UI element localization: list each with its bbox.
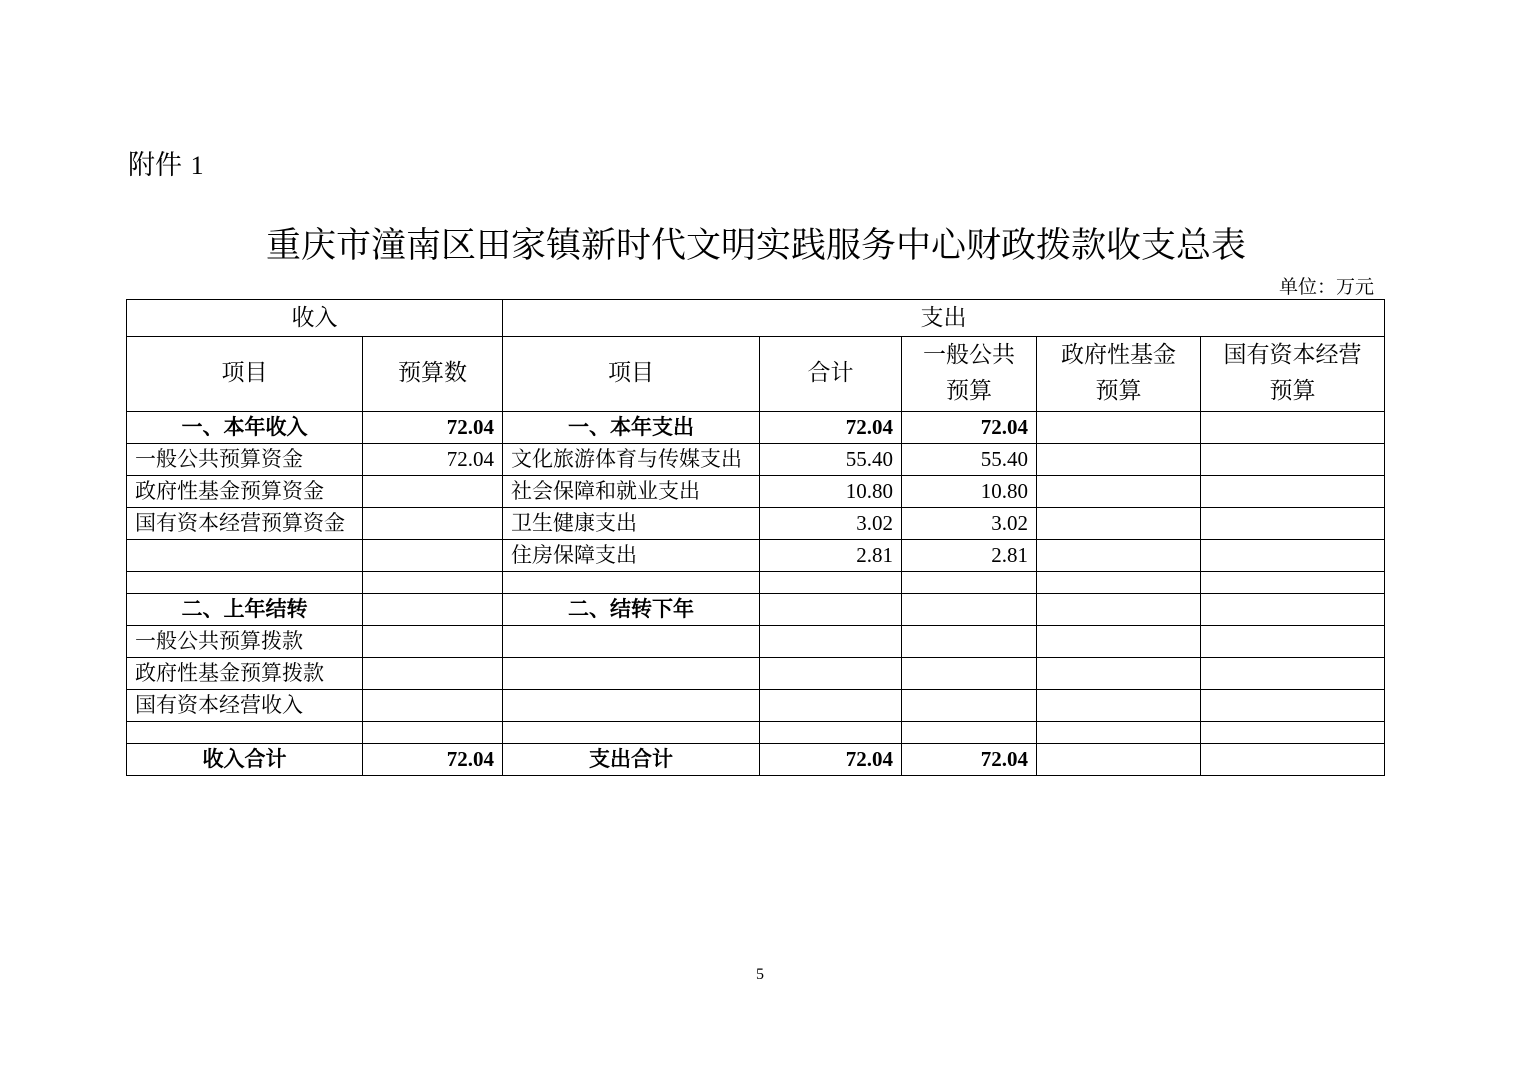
- document-title: 重庆市潼南区田家镇新时代文明实践服务中心财政拨款收支总表: [265, 226, 1246, 266]
- state-capital-cell: [1201, 572, 1385, 594]
- total-cell: 72.04: [760, 412, 902, 444]
- general-public-cell: 3.02: [902, 508, 1037, 540]
- general-public-cell: 72.04: [902, 412, 1037, 444]
- income-amount-cell: [363, 658, 503, 690]
- header-general-public-line2: 预算: [946, 378, 992, 404]
- income-item-cell: 二、上年结转: [127, 594, 363, 626]
- table-row-blank: [127, 722, 1385, 744]
- expense-item-cell: 住房保障支出: [503, 540, 760, 572]
- income-item-cell: 国有资本经营预算资金: [127, 508, 363, 540]
- gov-fund-cell: [1037, 540, 1201, 572]
- income-item-cell: [127, 540, 363, 572]
- table-row: [127, 690, 1385, 722]
- income-amount-cell: [363, 722, 503, 744]
- gov-fund-cell: [1037, 572, 1201, 594]
- income-total-label: 收入合计: [127, 744, 363, 776]
- header-general-public: [902, 337, 1037, 412]
- gov-fund-cell: [1037, 690, 1201, 722]
- budget-summary-table: [126, 299, 1385, 776]
- general-public-cell: 72.04: [902, 744, 1037, 776]
- state-capital-cell: [1201, 744, 1385, 776]
- expense-item-cell: [503, 626, 760, 658]
- total-cell: [760, 690, 902, 722]
- income-item-cell: 一般公共预算拨款: [127, 626, 363, 658]
- header-expense-item: 项目: [503, 337, 760, 412]
- expense-total-label: 支出合计: [503, 744, 760, 776]
- table-row: [127, 658, 1385, 690]
- gov-fund-cell: [1037, 722, 1201, 744]
- income-item-cell: [127, 722, 363, 744]
- gov-fund-cell: [1037, 412, 1201, 444]
- income-amount-cell: [363, 508, 503, 540]
- expense-item-cell: 一、本年支出: [503, 412, 760, 444]
- state-capital-cell: [1201, 658, 1385, 690]
- income-item-cell: 政府性基金预算资金: [127, 476, 363, 508]
- table-row-total: [127, 744, 1385, 776]
- general-public-cell: [902, 572, 1037, 594]
- income-amount-cell: [363, 476, 503, 508]
- unit-label: 单位：万元: [1278, 276, 1374, 298]
- table-row: [127, 476, 1385, 508]
- expense-item-cell: [503, 658, 760, 690]
- attachment-text: 附件: [128, 150, 182, 181]
- table-row: [127, 508, 1385, 540]
- gov-fund-cell: [1037, 658, 1201, 690]
- income-item-cell: 政府性基金预算拨款: [127, 658, 363, 690]
- state-capital-cell: [1201, 594, 1385, 626]
- expense-item-cell: 文化旅游体育与传媒支出: [503, 444, 760, 476]
- income-item-cell: [127, 572, 363, 594]
- header-gov-fund-line2: 预算: [1095, 378, 1142, 404]
- income-item-cell: 一般公共预算资金: [127, 444, 363, 476]
- table-row: [127, 540, 1385, 572]
- income-amount-cell: [363, 594, 503, 626]
- income-amount-cell: 72.04: [363, 444, 503, 476]
- header-income-item: 项目: [127, 337, 363, 412]
- general-public-cell: [902, 594, 1037, 626]
- expense-item-cell: 卫生健康支出: [503, 508, 760, 540]
- expense-item-cell: [503, 690, 760, 722]
- total-cell: 3.02: [760, 508, 902, 540]
- general-public-cell: [902, 658, 1037, 690]
- income-amount-cell: [363, 690, 503, 722]
- gov-fund-cell: [1037, 476, 1201, 508]
- general-public-cell: 55.40: [902, 444, 1037, 476]
- table-row: [127, 444, 1385, 476]
- income-total-amount: 72.04: [363, 744, 503, 776]
- header-state-capital: [1201, 337, 1385, 412]
- table-row: [127, 626, 1385, 658]
- state-capital-cell: [1201, 722, 1385, 744]
- state-capital-cell: [1201, 690, 1385, 722]
- expense-item-cell: 二、结转下年: [503, 594, 760, 626]
- expense-item-cell: 社会保障和就业支出: [503, 476, 760, 508]
- state-capital-cell: [1201, 444, 1385, 476]
- state-capital-cell: [1201, 626, 1385, 658]
- general-public-cell: 10.80: [902, 476, 1037, 508]
- header-state-capital-line2: 预算: [1269, 378, 1316, 404]
- header-total: 合计: [760, 337, 902, 412]
- gov-fund-cell: [1037, 444, 1201, 476]
- header-income-budget: 预算数: [363, 337, 503, 412]
- table-row: [127, 412, 1385, 444]
- state-capital-cell: [1201, 476, 1385, 508]
- gov-fund-cell: [1037, 626, 1201, 658]
- table-row: [127, 594, 1385, 626]
- gov-fund-cell: [1037, 744, 1201, 776]
- header-state-capital-line1: 国有资本经营: [1223, 342, 1362, 369]
- general-public-cell: [902, 626, 1037, 658]
- attachment-number: 1: [190, 151, 204, 180]
- income-amount-cell: [363, 626, 503, 658]
- income-item-cell: 一、本年收入: [127, 412, 363, 444]
- income-item-cell: 国有资本经营收入: [127, 690, 363, 722]
- total-cell: 2.81: [760, 540, 902, 572]
- section-expense: 支出: [503, 300, 1385, 337]
- column-header-row: [127, 337, 1385, 412]
- gov-fund-cell: [1037, 594, 1201, 626]
- expense-item-cell: [503, 572, 760, 594]
- total-cell: [760, 594, 902, 626]
- total-cell: 10.80: [760, 476, 902, 508]
- total-cell: 55.40: [760, 444, 902, 476]
- state-capital-cell: [1201, 540, 1385, 572]
- gov-fund-cell: [1037, 508, 1201, 540]
- header-gov-fund-line1: 政府性基金: [1061, 342, 1176, 369]
- general-public-cell: [902, 722, 1037, 744]
- state-capital-cell: [1201, 508, 1385, 540]
- expense-item-cell: [503, 722, 760, 744]
- attachment-label: [128, 143, 204, 182]
- total-cell: [760, 658, 902, 690]
- header-gov-fund: [1037, 337, 1201, 412]
- section-income: 收入: [127, 300, 503, 337]
- table-row-blank: [127, 572, 1385, 594]
- income-amount-cell: 72.04: [363, 412, 503, 444]
- total-cell: [760, 626, 902, 658]
- state-capital-cell: [1201, 412, 1385, 444]
- header-general-public-line1: 一般公共: [923, 342, 1015, 369]
- page-number: 5: [756, 966, 764, 983]
- general-public-cell: 2.81: [902, 540, 1037, 572]
- total-cell: [760, 572, 902, 594]
- section-header-row: [127, 300, 1385, 337]
- income-amount-cell: [363, 572, 503, 594]
- income-amount-cell: [363, 540, 503, 572]
- general-public-cell: [902, 690, 1037, 722]
- total-cell: 72.04: [760, 744, 902, 776]
- total-cell: [760, 722, 902, 744]
